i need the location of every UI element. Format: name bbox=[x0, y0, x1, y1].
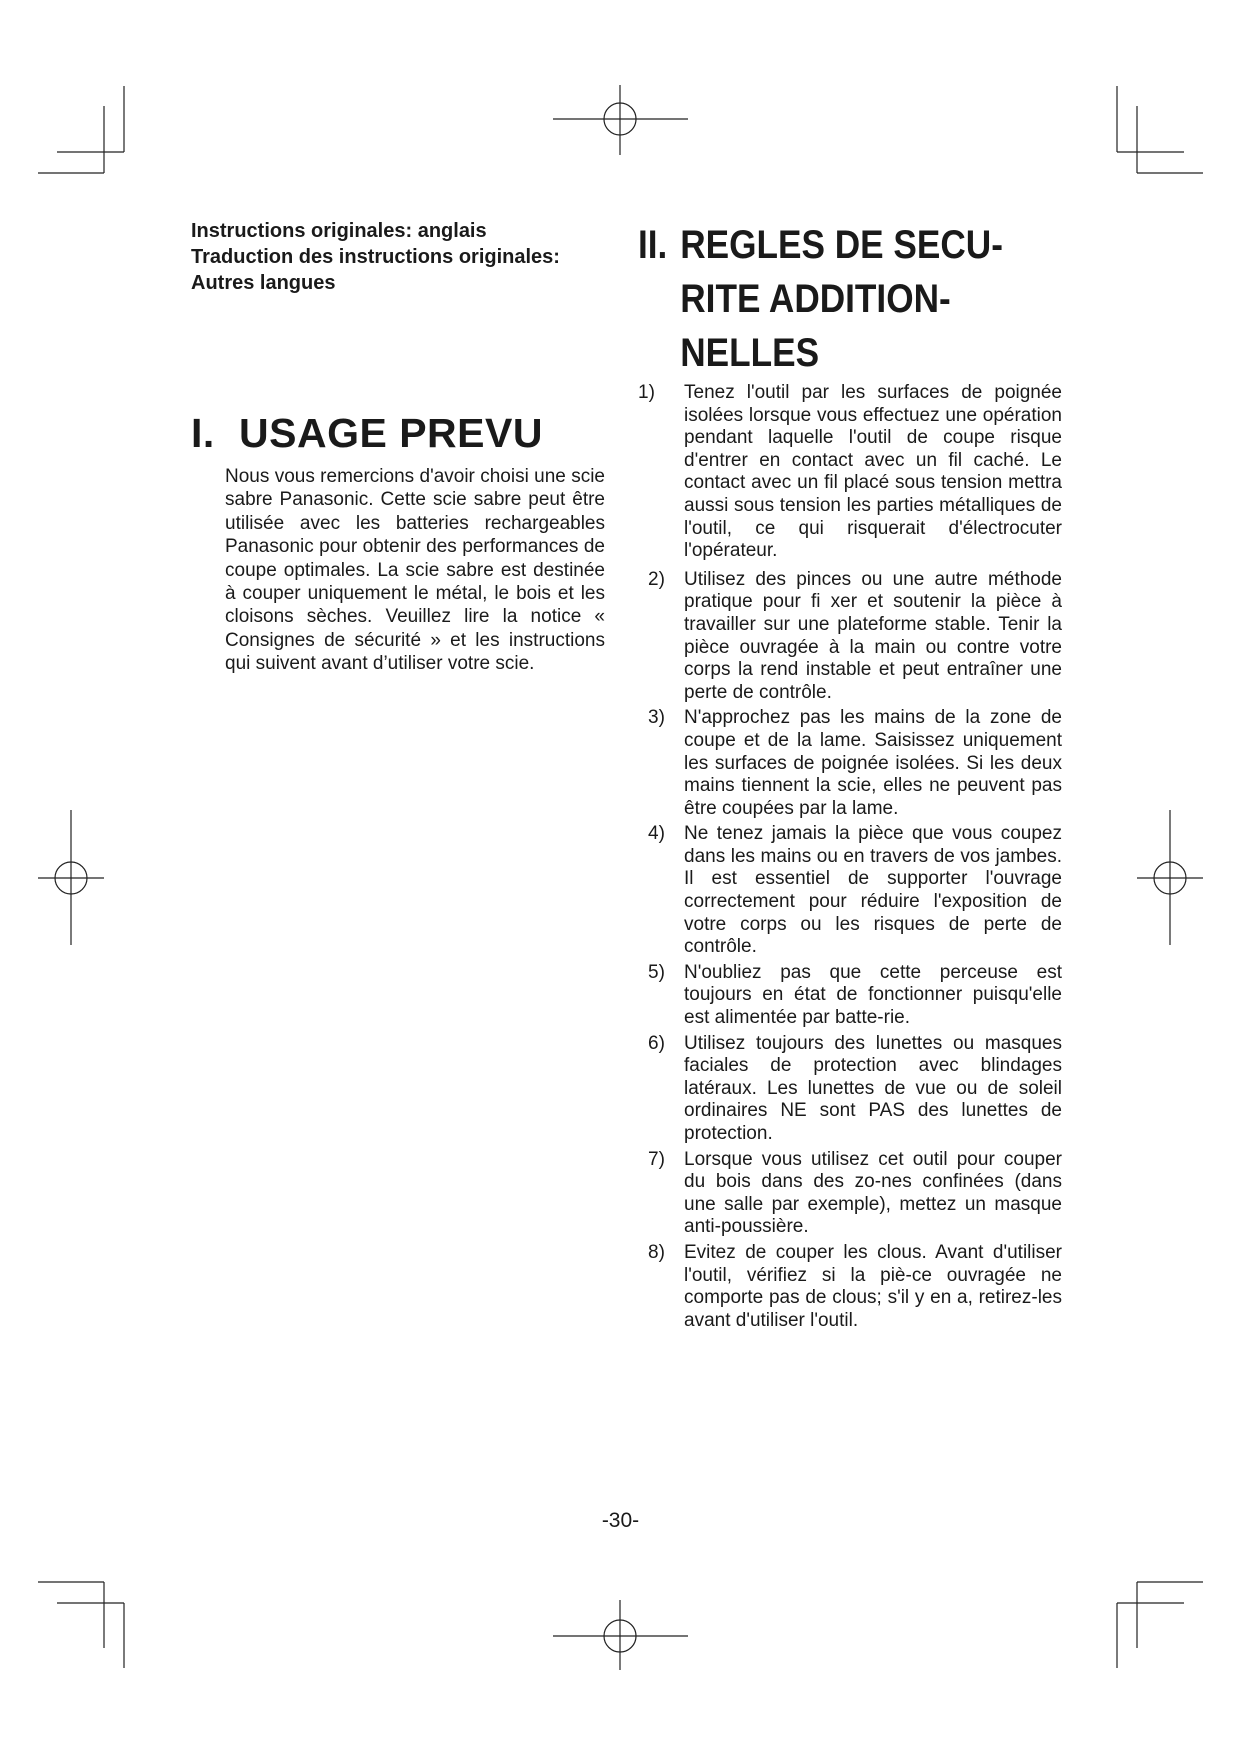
list-item bbox=[638, 1033, 1062, 1146]
rule-number: 4) bbox=[648, 823, 665, 845]
list-item bbox=[638, 382, 1062, 563]
rule-text: N'oubliez pas que cette perceuse est toujours en état de fonctionner puisqu'elle est alimentée par batte-rie. bbox=[684, 961, 1062, 1029]
crop-mark-bottom-right bbox=[1117, 1582, 1203, 1668]
list-item bbox=[638, 962, 1062, 1030]
safety-rules-list bbox=[638, 382, 1062, 1332]
registration-target-left bbox=[38, 810, 104, 945]
section-number: I. bbox=[191, 410, 215, 456]
usage-paragraph: Nous vous remercions d'avoir choisi une scie sabre Panasonic. Cette scie sabre peut être utilisée avec les batteries rechargeables Panasonic pour obtenir des performances de coupe optimales. La scie sabre est destinée à couper uniquement le métal, le bois et les cloisons sèches. Veuillez lire la notice « Consignes de sécurité » et les instructions qui suivent avant d’utiliser votre scie. bbox=[225, 466, 605, 675]
list-item bbox=[638, 823, 1062, 959]
translation-line: Traduction des instructions originales: bbox=[191, 246, 560, 268]
section-title-line-1: REGLES DE SECU- bbox=[680, 223, 1003, 267]
rule-text: Evitez de couper les clous. Avant d'utiliser l'outil, vérifiez si la piè-ce ouvragée ne comporte pas de clous; s'il y en a, retirez-les avant d'utiliser l'outil. bbox=[684, 1241, 1062, 1331]
page-number: -30- bbox=[601, 1509, 640, 1532]
section-title: USAGE PREVU bbox=[239, 410, 543, 456]
section-heading-safety-rules bbox=[638, 218, 1008, 380]
rule-number: 8) bbox=[648, 1241, 665, 1263]
rule-text: Ne tenez jamais la pièce que vous coupez dans les mains ou en travers de vos jambes. Il est essentiel de supporter l'ouvrage correctement pour réduire l'exposition de votre corps ou les risques de perte de contrôle. bbox=[684, 823, 1062, 958]
rule-number: 7) bbox=[648, 1148, 665, 1170]
original-language-line: Instructions originales: anglais bbox=[191, 220, 487, 242]
registration-target-right bbox=[1137, 810, 1203, 945]
list-item bbox=[638, 1242, 1062, 1332]
other-languages-line: Autres langues bbox=[191, 272, 336, 294]
rule-number: 3) bbox=[648, 707, 665, 729]
crop-mark-top-right bbox=[1117, 86, 1203, 173]
section-title-line-3: NELLES bbox=[680, 331, 820, 375]
list-item bbox=[638, 569, 1062, 705]
rule-text: Utilisez des pinces ou une autre méthode pratique pour fi xer et soutenir la pièce à travailler sur une plateforme stable. Tenir la pièce ouvragée à la main ou contre votre corps la rend instable et peut entraîner une perte de contrôle. bbox=[684, 568, 1062, 703]
section-heading-usage bbox=[191, 408, 543, 458]
list-item bbox=[638, 707, 1062, 820]
rule-text: Utilisez toujours des lunettes ou masques faciales de protection avec blindages latéraux. Les lunettes de vue ou de soleil ordinaires NE sont PAS des lunettes de protection. bbox=[684, 1032, 1062, 1144]
rule-text: N'approchez pas les mains de la zone de coupe et de la lame. Saisissez uniquement les surfaces de poignée isolées. Si les deux mains tiennent la scie, elles ne peuvent pas être coupées par la lame. bbox=[684, 707, 1062, 819]
registration-target-bottom bbox=[553, 1600, 688, 1670]
crop-mark-top-left bbox=[38, 86, 124, 173]
rule-text: Lorsque vous utilisez cet outil pour couper du bois dans des zo-nes confinées (dans une salle par exemple), mettez un masque anti-poussière. bbox=[684, 1148, 1062, 1238]
rule-number: 2) bbox=[648, 568, 665, 590]
rule-number: 6) bbox=[648, 1032, 665, 1054]
section-number: II. bbox=[638, 223, 668, 267]
rule-text: Tenez l'outil par les surfaces de poignée isolées lorsque vous effectuez une opération pendant laquelle l'outil de coupe risque d'entrer en contact avec un fil caché. Le contact avec un fil placé sous tension mettra aussi sous tension les parties métalliques de l'outil, ce qui risquerait d'électrocuter l'opérateur. bbox=[684, 382, 1062, 562]
crop-mark-bottom-left bbox=[38, 1582, 124, 1668]
rule-number: 5) bbox=[648, 961, 665, 983]
list-item bbox=[638, 1149, 1062, 1239]
section-title-line-2: RITE ADDITION- bbox=[680, 277, 951, 321]
rule-number: 1) bbox=[638, 382, 655, 403]
registration-target-top bbox=[553, 85, 688, 155]
original-instructions-note bbox=[191, 218, 611, 296]
